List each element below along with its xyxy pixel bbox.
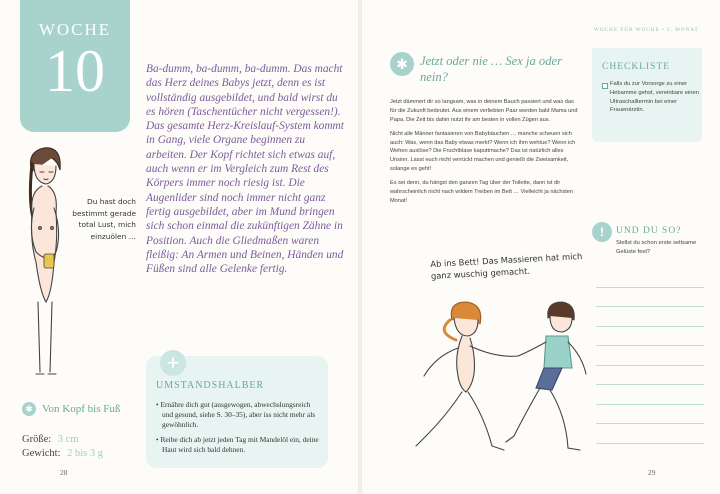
groesse-label: Größe: [22, 434, 52, 445]
intro-text: Ba-dumm, ba-dumm, ba-dumm. Das macht das Herz deines Babys jetzt, denn es ist vollständig ausgebildet, und bald wirst du es hören (Taschentücher nicht vergessen!). Das gesamte Herz-Kreislauf-System kommt in Gang, viele Organe beginnen zu arbeiten. Der Kopf richtet sich etwas auf, auch wenn er im Vergleich zum Rest des Körpers immer noch riesig ist. Die Augenlider sind noch immer nicht ganz fertig ausgebildet, aber im Mund bringen sich schon einmal die zukünftigen Zähne in Position. Auch die Gliedmaßen waren fleißig: An Armen und Beinen, Händen und Füßen sind alle Gelenke fertig. [146, 63, 344, 276]
body-text [390, 98, 578, 211]
checkbox[interactable] [602, 83, 608, 89]
groesse-value: 3 cm [57, 434, 79, 445]
pregnant-woman-illustration [22, 142, 82, 402]
week-number: 10 [45, 38, 105, 104]
groesse-row [22, 434, 79, 445]
illustration-caption: Ab ins Bett! Das Massieren hat mich ganz wuschig gemacht. [430, 251, 583, 281]
gewicht-value: 2 bis 3 g [67, 448, 104, 459]
page-number-right: 29 [648, 468, 656, 477]
running-couple-illustration [396, 296, 596, 466]
von-kopf-bis-fuss-title: Von Kopf bis Fuß [42, 403, 121, 415]
checkliste-title: CHECKLISTE [602, 62, 671, 72]
paragraph: Nicht alle Männer fantasieren von Babybäuchen … manche scheuen sich auch: Was, wenn das Baby etwas merkt? Wenn ich ihm wehtue? Wenn ich Wehen auslöse? Die Fruchtblase kaputtmache? Das ist natürlich alles Unsinn. Lasst euch nicht verrückt machen und genießt die Zweisamkeit, solange es geht! [390, 130, 576, 172]
answer-lines[interactable] [596, 268, 704, 444]
paragraph: Jetzt dämmert dir so langsam, was in deinem Bauch passiert und was das für die Zukunft bedeutet. Aus einem verliebten Paar werden bald Mama und Papa. Die Zeit bis dahin nutzt ihr am besten in vollen Zügen aus. [390, 99, 578, 123]
exclamation-icon: ! [592, 222, 612, 242]
von-kopf-bis-fuss-heading [22, 402, 120, 416]
gewicht-label: Gewicht: [22, 448, 61, 459]
plus-icon: + [160, 350, 186, 376]
speech-bubble: Du hast doch bestimmt gerade total Lust, mich einzuölen … [72, 197, 136, 241]
section-title: Jetzt oder nie … Sex ja oder nein? [420, 54, 562, 84]
umstandshalber-title: UMSTANDSHALBER [156, 380, 265, 391]
paragraph: Es sei denn, du hängst den ganzen Tag über der Toilette, dann ist dir wahrscheinlich nicht nach wildem Treiben im Bett … Vielleicht ja nächsten Monat! [390, 180, 574, 204]
page-number-left: 28 [60, 468, 68, 477]
star-icon: ✱ [22, 402, 36, 416]
checkliste-box [592, 48, 702, 142]
list-item: • Reibe dich ab jetzt jeden Tag mit Mandelöl ein, deine Haut wird sich bald dehnen. [156, 435, 322, 455]
umstandshalber-box [146, 350, 328, 468]
running-head: WOCHE FÜR WOCHE • 2. MONAT [594, 27, 699, 33]
checkliste-item: Falls du zur Vorsorge zu einer Hebamme gehst, vereinbare einen Ultraschalltermin bei einer Frauenärztin. [610, 81, 699, 114]
week-tab [20, 0, 130, 132]
book-gutter [358, 0, 362, 494]
gewicht-row [22, 448, 103, 459]
star-icon: ✱ [390, 52, 414, 76]
week-label: WOCHE [38, 20, 112, 39]
umstandshalber-list [156, 400, 322, 459]
und-du-so-question: Stellst du schon erste seltsame Gelüste fest? [616, 240, 697, 255]
list-item: • Ernähre dich gut (ausgewogen, abwechslungsreich und gesund, siehe S. 30–35), aber iss nicht mehr als gewöhnlich. [156, 400, 322, 431]
und-du-so-title: UND DU SO? [616, 226, 682, 236]
